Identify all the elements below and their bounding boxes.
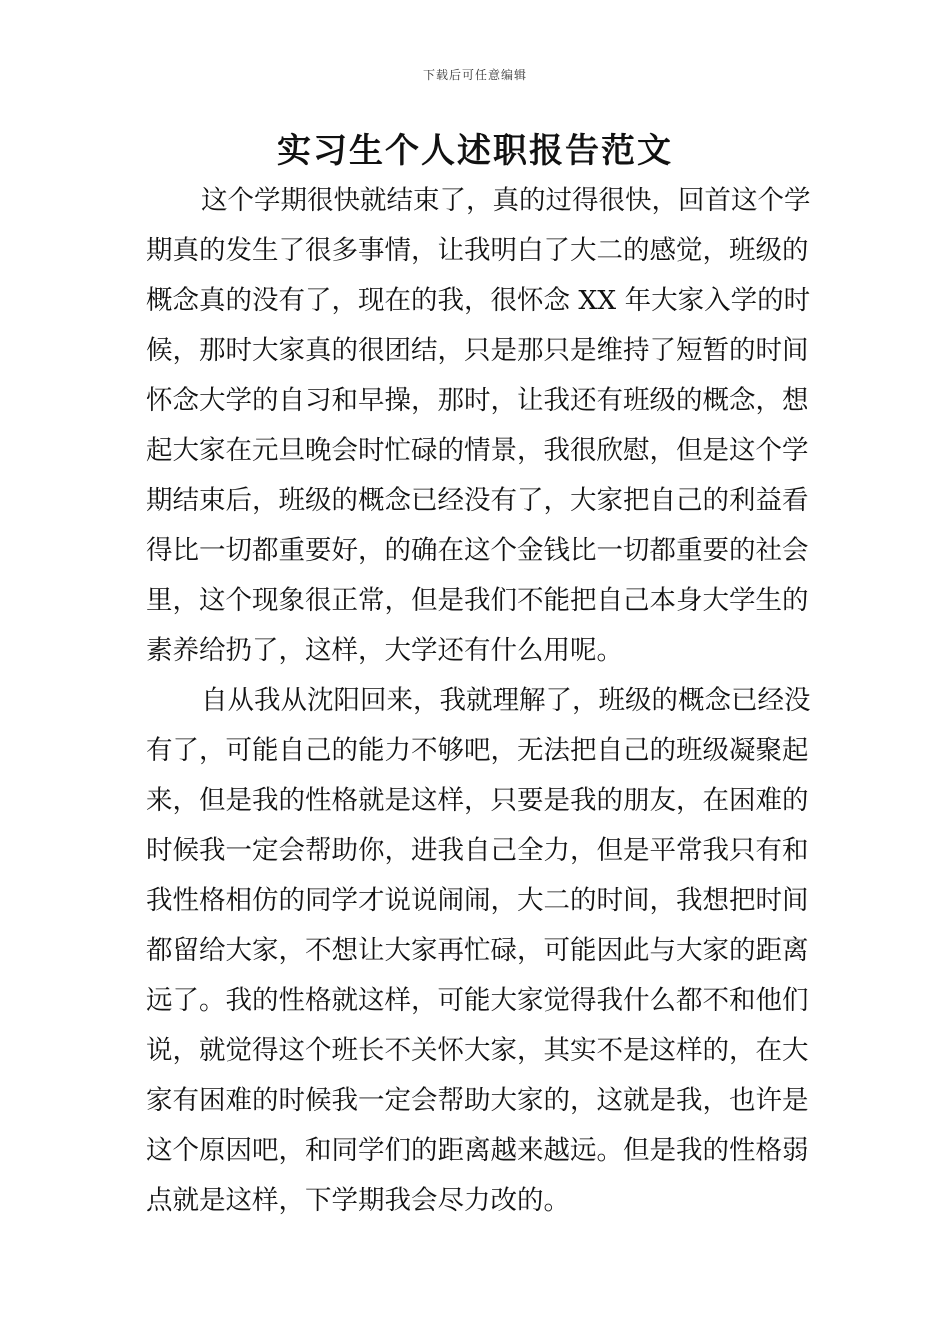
text-line: 远了。我的性格就这样，可能大家觉得我什么都不和他们 (146, 985, 809, 1016)
text-line: 我性格相仿的同学才说说闹闹，大二的时间，我想把时间 (146, 885, 809, 916)
text-line: 来，但是我的性格就是这样，只要是我的朋友，在困难的 (146, 785, 809, 816)
text-line: 都留给大家，不想让大家再忙碌，可能因此与大家的距离 (146, 935, 809, 966)
text-line: 得比一切都重要好，的确在这个金钱比一切都重要的社会 (146, 535, 809, 566)
text-line: 里，这个现象很正常，但是我们不能把自己本身大学生的 (146, 585, 809, 616)
text-line: 候，那时大家真的很团结，只是那只是维持了短暂的时间 (146, 335, 809, 366)
text-line: 自从我从沈阳回来，我就理解了，班级的概念已经没 (201, 685, 811, 716)
text-line: 期结束后，班级的概念已经没有了，大家把自己的利益看 (146, 485, 809, 516)
text-line: 怀念大学的自习和早操，那时，让我还有班级的概念，想 (146, 385, 809, 416)
paragraph-1 (146, 176, 811, 676)
text-line: 概念真的没有了，现在的我，很怀念 XX 年大家入学的时 (146, 285, 811, 316)
text-line: 家有困难的时候我一定会帮助大家的，这就是我，也许是 (146, 1085, 809, 1116)
text-line: 期真的发生了很多事情，让我明白了大二的感觉，班级的 (146, 235, 809, 266)
text-line: 有了，可能自己的能力不够吧，无法把自己的班级凝聚起 (146, 735, 809, 766)
document-title: 实习生个人述职报告范文 (277, 131, 673, 171)
text-line: 这个学期很快就结束了，真的过得很快，回首这个学 (201, 185, 811, 216)
text-line: 这个原因吧，和同学们的距离越来越远。但是我的性格弱 (146, 1135, 809, 1166)
page-header-note: 下载后可任意编辑 (422, 68, 527, 82)
document-body (146, 176, 811, 1226)
paragraph-2 (146, 676, 811, 1226)
text-line: 说，就觉得这个班长不关怀大家，其实不是这样的，在大 (146, 1035, 809, 1066)
text-line: 点就是这样，下学期我会尽力改的。 (146, 1185, 570, 1216)
text-line: 起大家在元旦晚会时忙碌的情景，我很欣慰，但是这个学 (146, 435, 809, 466)
text-line: 素养给扔了，这样，大学还有什么用呢。 (146, 635, 623, 666)
text-line: 时候我一定会帮助你，进我自己全力，但是平常我只有和 (146, 835, 809, 866)
